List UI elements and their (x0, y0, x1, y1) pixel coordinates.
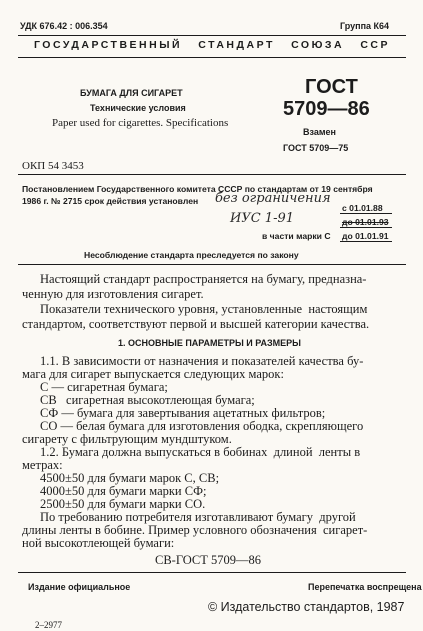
intro-line: стандартом, соответствуют первой и высшей категории качества. (22, 317, 370, 331)
header-rule (18, 57, 406, 58)
date-to-struck: до 01.01.93 (342, 217, 389, 227)
intro-line: Показатели технического уровня, установленные настоящим (40, 302, 368, 316)
subtitle-ru: Технические условия (90, 103, 186, 113)
intro-line: ченную для изготовления сигарет. (22, 287, 204, 301)
intro-line: Настоящий стандарт распространяется на бумагу, предназна- (40, 272, 367, 286)
gost-number: 5709—86 (283, 98, 370, 120)
page-code: 2–2977 (35, 620, 62, 630)
official-edition: Издание официальное (28, 582, 131, 592)
decree-line-1: Постановлением Государственного комитета СССР по стандартам от 19 сентября (22, 184, 373, 194)
body-line: СО — белая бумага для изготовления ободка, скрепляющего (40, 419, 364, 433)
body-line: 1.2. Бумага должна выпускаться в бобинах длиной ленты в (40, 445, 361, 459)
footer-rule (18, 572, 406, 573)
top-rule (18, 35, 406, 36)
replace-label: Взамен (303, 127, 336, 137)
law-notice: Несоблюдение стандарта преследуется по закону (84, 250, 299, 260)
body-line: длины ленты в бобине. Пример условного обозначения сигарет- (22, 523, 368, 537)
handwritten-note-2: ИУС 1-91 (230, 211, 295, 226)
notice-rule (18, 264, 406, 265)
reprint-notice: Перепечатка воспрещена (308, 582, 422, 592)
body-line: С — сигаретная бумага; (40, 380, 168, 394)
body-line: сигарету с фильтрующим мундштуком. (22, 432, 232, 446)
okp-rule (18, 174, 406, 175)
example-designation: СВ-ГОСТ 5709—86 (155, 553, 262, 567)
body-line: 4000±50 для бумаги марки СФ; (40, 484, 207, 498)
title-en: Paper used for cigarettes. Specifications (52, 117, 229, 129)
state-standard-line: ГОСУДАРСТВЕННЫЙ СТАНДАРТ СОЮЗА ССР (33, 39, 391, 51)
group-code: Группа К64 (340, 21, 390, 31)
body-line: СФ — бумага для завертывания ацетатных фильтров; (40, 406, 326, 420)
copyright: © Издательство стандартов, 1987 (208, 600, 405, 614)
title-ru: БУМАГА ДЛЯ СИГАРЕТ (80, 88, 183, 98)
section-title: 1. ОСНОВНЫЕ ПАРАМЕТРЫ И РАЗМЕРЫ (118, 338, 301, 348)
gost-label: ГОСТ (305, 76, 358, 98)
date-underline-2 (340, 227, 392, 228)
body-line: магa для сигарет выпускается следующих марок: (22, 367, 284, 381)
udk-code: УДК 676.42 : 006.354 (20, 21, 108, 31)
section-body (0, 354, 423, 584)
body-line: 4500±50 для бумаги марок С, СВ; (40, 471, 220, 485)
intro-text (0, 272, 423, 334)
handwritten-note-1: без ограничения (215, 191, 331, 206)
date-to-part: до 01.01.91 (342, 231, 389, 241)
okp-code: ОКП 54 3453 (22, 160, 84, 172)
body-line: По требованию потребителя изготавливают бумагу другой (40, 510, 356, 524)
part-mark-label: в части марки С (262, 231, 331, 241)
replace-value: ГОСТ 5709—75 (283, 143, 349, 153)
body-line: метрах: (22, 458, 63, 472)
body-line: СВ сигаретная высокотлеющая бумага; (40, 393, 255, 407)
decree-line-2: 1986 г. № 2715 срок действия установлен (22, 196, 199, 206)
body-line: 2500±50 для бумаги марки СО. (40, 497, 206, 511)
date-from: с 01.01.88 (342, 203, 383, 213)
date-underline-3 (340, 241, 392, 242)
body-line: 1.1. В зависимости от назначения и показателей качества бу- (40, 354, 364, 368)
body-line: ной высокотлеющей бумаги: (22, 536, 175, 550)
date-underline-1 (340, 213, 392, 214)
